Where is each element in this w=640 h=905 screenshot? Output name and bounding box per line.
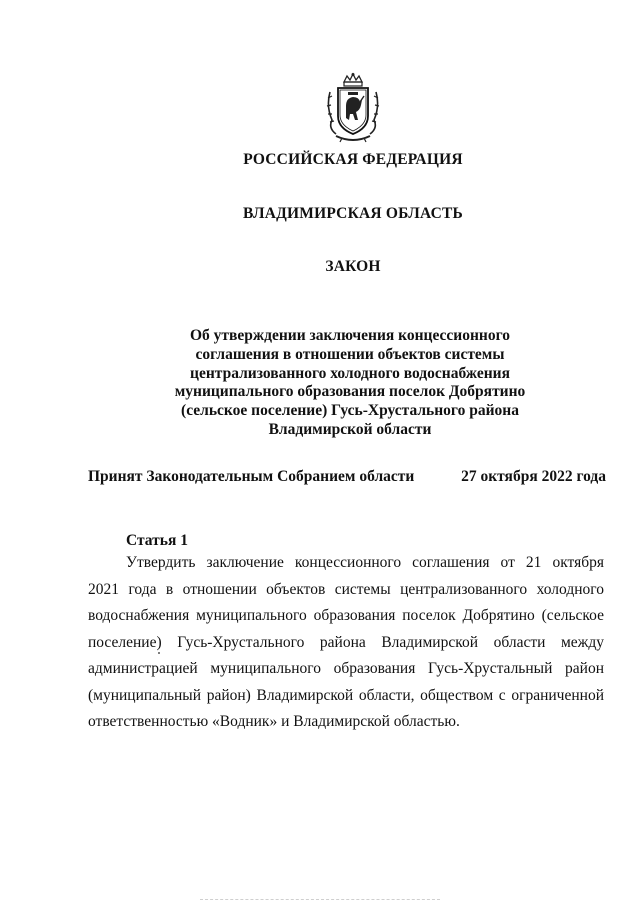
adopted-by: Принят Законодательным Собранием области — [88, 468, 415, 485]
coat-of-arms-icon — [322, 72, 384, 144]
law-title-line: муниципального образования поселок Добрятино — [174, 383, 526, 401]
article-line: администрацией муниципального образования Гусь-Хрустальный район — [88, 660, 604, 677]
law-title-line: Владимирской области — [268, 420, 432, 438]
article-body — [88, 550, 604, 736]
article-line: водоснабжения муниципального образования поселок Добрятино (сельское — [88, 607, 604, 624]
law-title-line: соглашения в отношении объектов системы — [195, 345, 505, 363]
document-type-heading: ЗАКОН — [325, 258, 381, 275]
region-heading: ВЛАДИМИРСКАЯ ОБЛАСТЬ — [243, 205, 463, 222]
law-title-line: (сельское поселение) Гусь-Хрустального района — [181, 402, 519, 420]
article-line: Утвердить заключение концессионного соглашения от 21 октября — [126, 554, 604, 571]
article-line: (муниципальный район) Владимирской области, обществом с ограниченной — [88, 686, 604, 704]
law-title-line: централизованного холодного водоснабжения — [190, 364, 510, 382]
scan-artifact — [200, 899, 440, 903]
article-title: Статья 1 — [126, 532, 188, 549]
scan-speck — [158, 652, 160, 654]
country-heading: РОССИЙСКАЯ ФЕДЕРАЦИЯ — [243, 151, 463, 168]
article-line: поселение) Гусь-Хрустального района Владимирской области между — [88, 633, 604, 651]
article-line: ответственностью «Водник» и Владимирской областью. — [88, 713, 460, 730]
law-title — [150, 327, 550, 440]
law-title-line: Об утверждении заключения концессионного — [189, 327, 510, 344]
article-line: 2021 года в отношении объектов системы централизованного холодного — [88, 580, 604, 598]
adoption-date: 27 октября 2022 года — [461, 468, 606, 485]
